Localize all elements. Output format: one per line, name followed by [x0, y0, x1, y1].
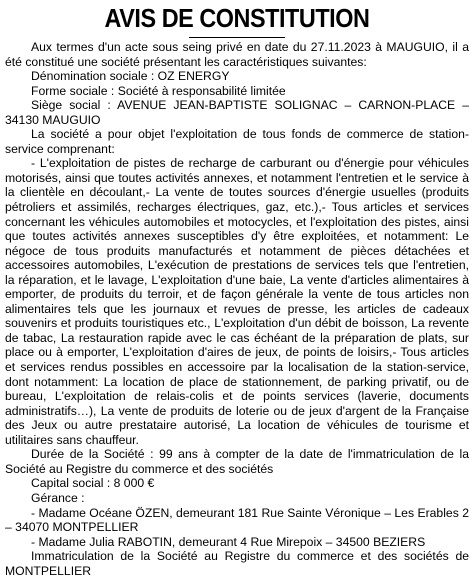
- purpose-intro: La société a pour objet l'exploitation de tous fonds de commerce de station-service comprenant:: [5, 127, 469, 156]
- share-capital: Capital social : 8 000 €: [31, 476, 155, 491]
- notice-intro: Aux termes d'un acte sous seing privé en date du 27.11.2023 à MAUGUIO, il a été constitué une société présentant les caractéristiques suivantes:: [5, 40, 469, 69]
- company-name: Dénomination sociale : OZ ENERGY: [31, 69, 230, 84]
- title-divider: [189, 37, 285, 38]
- company-duration: Durée de la Société : 99 ans à compter de la date de l'immatriculation de la Société au Registre du commerce et des sociétés: [5, 447, 469, 476]
- legal-form: Forme sociale : Société à responsabilité limitée: [31, 83, 286, 98]
- notice-title: AVIS DE CONSTITUTION: [104, 3, 370, 33]
- purpose-details: - L'exploitation de pistes de recharge de carburant ou d'énergie pour véhicules motorisés, ainsi que toutes activités annexes, et notamment l'entretien et le service à la clientèle en découlant,- La vente de toutes sources d'énergie usuelles (produits pétroliers et assimilés, recharges électriques, gaz, etc.),- Tous articles et services concernant les véhicules automobiles et motocycles, et l'exploitation des pistes, ainsi que toutes activités annexes susceptibles d'y être exploitées, et notamment: Le négoce de tous produits manufacturés et notamment de pièces détachées et accessoires automobiles, L'exécution de prestations de services tels que l'entretien, la réparation, et le lavage, L'exploitation d'une baie, La vente d'articles alimentaires à emporter, de produits du terroir, et de façon générale la vente de tous articles non alimentaires tels que les journaux et revues de presse, les articles de cadeaux souvenirs et produits touristiques etc., L'exploitation d'un débit de boisson, La revente de tabac, La restauration rapide avec le cas échéant de la préparation de plats, sur place ou à emporter, L'exploitation d'aires de jeux, de points de loisirs,- Tous articles et services rendus possibles en accessoire par la localisation de la station-service, dont notamment: La location de place de stationnement, de parking privatif, ou de bureau, L'exploitation de relais-colis et de points services (laverie, documents administratifs…), La vente de produits de loterie ou de jeux d'argent de la Française des Jeux ou autre prestataire autorisé, La location de véhicules de tourisme et utilitaires sans chauffeur.: [5, 156, 469, 447]
- manager-2: - Madame Julia RABOTIN, demeurant 4 Rue Mirepoix – 34500 BEZIERS: [31, 534, 426, 549]
- notice-body: [5, 40, 469, 578]
- management-heading: Gérance :: [31, 490, 85, 505]
- registration: Immatriculation de la Société au Registre du commerce et des sociétés de MONTPELLIER: [5, 549, 469, 578]
- registered-office: Siège social : AVENUE JEAN-BAPTISTE SOLIGNAC – CARNON-PLACE – 34130 MAUGUIO: [5, 98, 469, 127]
- manager-1: - Madame Océane ÖZEN, demeurant 181 Rue Sainte Véronique – Les Erables 2 – 34070 MONTPELLIER: [5, 505, 469, 535]
